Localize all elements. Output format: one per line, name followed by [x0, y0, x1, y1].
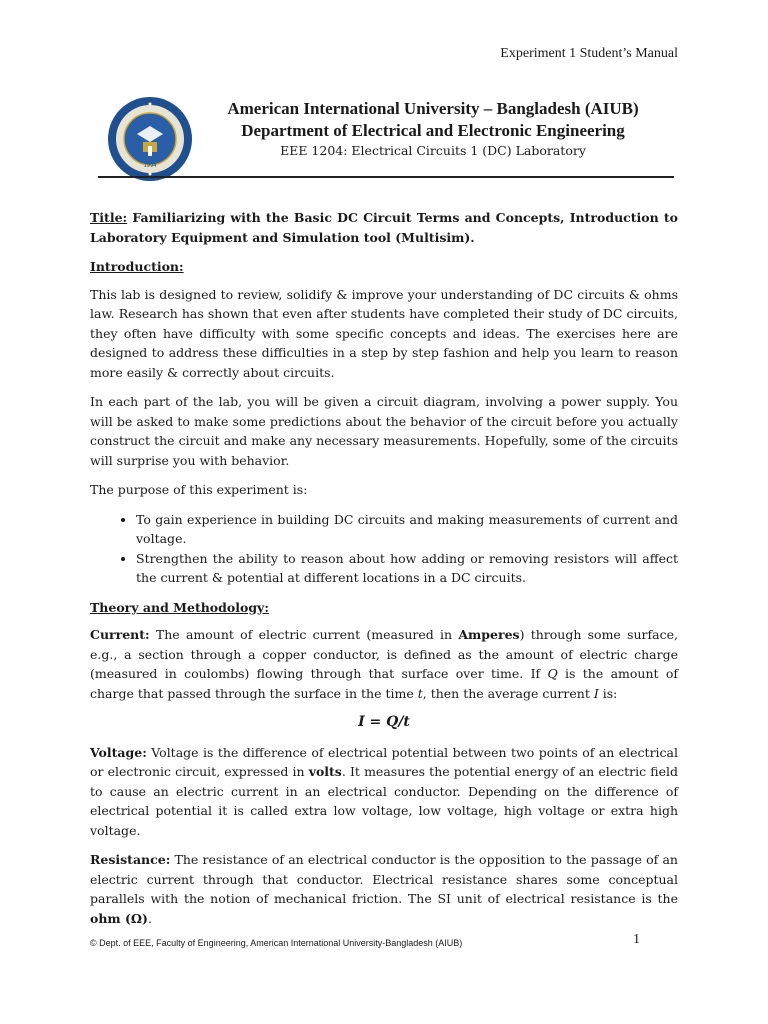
- resistance-term: Resistance:: [90, 852, 171, 867]
- running-header: Experiment 1 Student’s Manual: [500, 46, 678, 61]
- institution-block: [200, 98, 666, 160]
- list-item: • To gain experience in building DC circuits and making measurements of current and voltage.: [136, 510, 678, 549]
- purpose-list: [90, 510, 678, 588]
- current-term: Current:: [90, 627, 150, 642]
- title-text: Familiarizing with the Basic DC Circuit Terms and Concepts, Introduction to Laboratory Equipment and Simulation tool (Multisim).: [90, 210, 678, 245]
- voltage-definition: Voltage: Voltage is the difference of electrical potential between two points of an electrical or electronic circuit, expressed in volts. It measures the potential energy of an electric field to cause an electric current in an electrical conductor. Depending on the difference of electrical potential it is called extra low voltage, low voltage, high voltage or extra high voltage.: [90, 744, 679, 838]
- theory-heading: Theory and Methodology:: [90, 599, 269, 615]
- current-definition: Current: The amount of electric current (measured in Amperes) through some surface, e.g., a section through a copper conductor, is defined as the amount of electric charge (measured in coulombs) flowing through that surface over time. If Q is the amount of charge that passed through the surface in the time t, then the average current I is:: [90, 627, 678, 701]
- course-title: EEE 1204: Electrical Circuits 1 (DC) Laboratory: [280, 143, 586, 158]
- resistance-definition: Resistance: The resistance of an electrical conductor is the opposition to the passage of an electric current through that conductor. Electrical resistance shares some conceptual parallels with the notion of mechanical friction. The SI unit of electrical resistance is the ohm (Ω).: [90, 852, 678, 926]
- page-number: 1: [633, 932, 640, 947]
- aiub-seal-logo: [107, 96, 193, 182]
- seal-year: 1994: [143, 163, 157, 169]
- document-body: [90, 208, 678, 938]
- current-formula: I = Q/t: [358, 714, 410, 730]
- university-name: American International University – Bangladesh (AIUB): [227, 99, 639, 118]
- introduction-paragraph-2: In each part of the lab, you will be given a circuit diagram, involving a power supply. You will be asked to make some predictions about the behavior of the circuit before you actually construct the circuit and make any necessary measurements. Hopefully, some of the circuits will surprise you with behavior.: [90, 394, 678, 468]
- volt-unit: volts: [308, 764, 342, 779]
- ohm-unit: ohm (Ω): [90, 910, 148, 926]
- footer-copyright: © Dept. of EEE, Faculty of Engineering, American International University-Bangladesh (AIUB): [90, 938, 463, 948]
- introduction-paragraph-1: This lab is designed to review, solidify & improve your understanding of DC circuits & ohms law. Research has shown that even after students have completed their study of DC circuits, they often have difficulty with some specific concepts and ideas. The exercises here are designed to address these difficulties in a step by step fashion and help you learn to reason more easily & correctly about circuits.: [90, 286, 678, 380]
- voltage-term: Voltage:: [90, 744, 147, 760]
- list-item: • Strengthen the ability to reason about how adding or removing resistors will affect the current & potential at different locations in a DC circuits.: [136, 549, 678, 588]
- purpose-intro: The purpose of this experiment is:: [90, 482, 308, 497]
- header-divider: [98, 176, 674, 178]
- title-label: Title:: [90, 210, 128, 225]
- department-name: Department of Electrical and Electronic Engineering: [241, 121, 625, 140]
- ampere-unit: Amperes: [458, 627, 520, 642]
- experiment-title: [90, 208, 678, 247]
- introduction-heading: Introduction:: [90, 259, 184, 274]
